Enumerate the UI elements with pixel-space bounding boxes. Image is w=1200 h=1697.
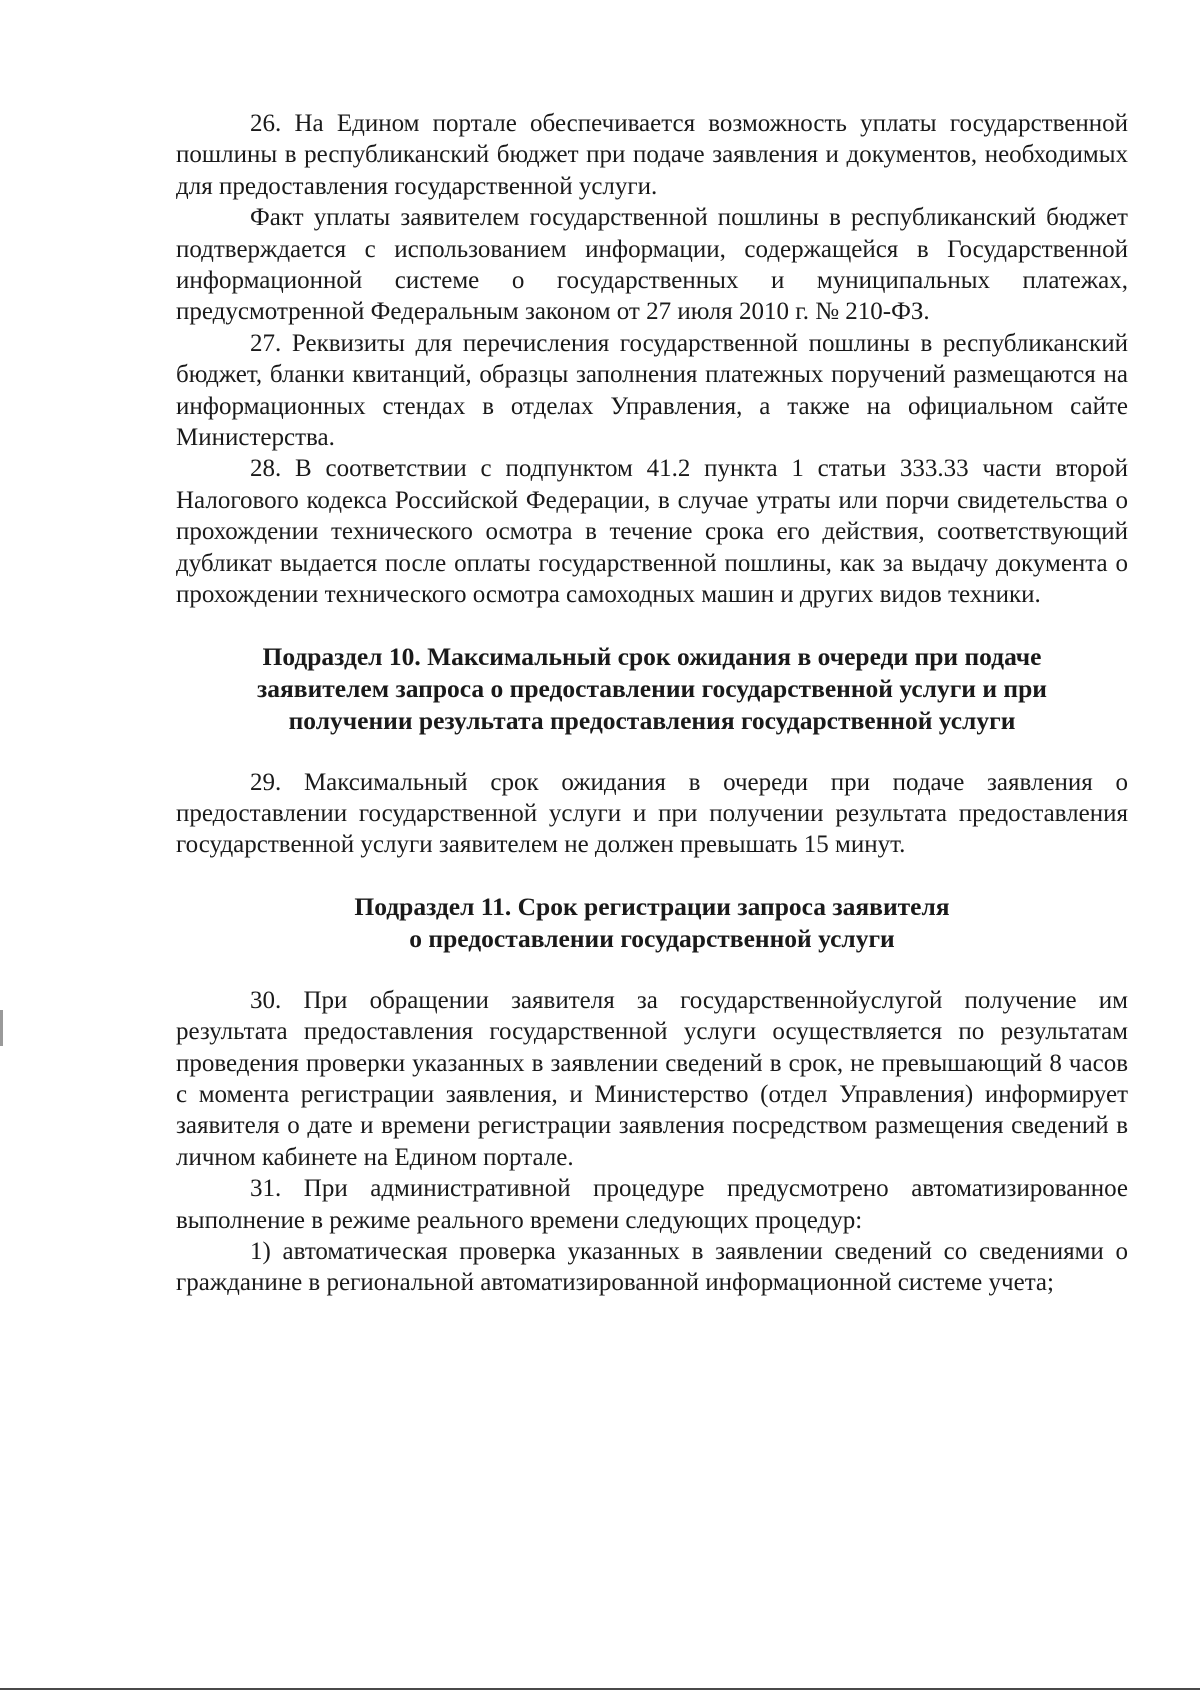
subsection-10-heading: Подраздел 10. Максимальный срок ожидания в очереди при подаче заявителем запроса о предоставлении государственной услуги и при получении результата предоставления государственной услуги [257, 641, 1047, 735]
paragraph-26: 26. На Едином портале обеспечивается возможность уплаты государственной пошлины в республиканский бюджет при подаче заявления и документов, необходимых для предоставления государственной услуги. [176, 110, 1128, 200]
paragraph-27: 27. Реквизиты для перечисления государственной пошлины в республиканский бюджет, бланки квитанций, образцы заполнения платежных поручений размещаются на информационных стендах в отделах Управления, а также на официальном сайте Министерства. [176, 329, 1128, 452]
paragraph-29: 29. Максимальный срок ожидания в очереди при подаче заявления о предоставлении государственной услуги и при получении результата предоставления государственной услуги заявителем не должен превышать 15 минут. [176, 768, 1128, 859]
subsection-11-heading-line2: о предоставлении государственной услуги [409, 923, 895, 953]
scan-edge-mark [0, 1010, 3, 1046]
paragraph-31: 31. При административной процедуре предусмотрено автоматизированное выполнение в режиме реального времени следующих процедур: [176, 1175, 1128, 1234]
scan-bottom-edge-line [0, 1688, 1200, 1690]
paragraph-31-item-1: 1) автоматическая проверка указанных в заявлении сведений со сведениями о гражданине в региональной автоматизированной информационной системе учета; [176, 1237, 1128, 1297]
paragraph-payment-fact: Факт уплаты заявителем государственной пошлины в республиканский бюджет подтверждается с использованием информации, содержащейся в Государственной информационной системе о государственных и муниципальных платежах, предусмотренной Федеральным законом от 27 июля 2010 г. № 210-ФЗ. [176, 204, 1128, 326]
paragraph-30: 30. При обращении заявителя за государственнойуслугой получение им результата предоставления государственной услуги осуществляется по результатам проведения проверки указанных в заявлении сведений в срок, не превышающий 8 часов с момента регистрации заявления, и Министерство (отдел Управления) информирует заявителя о дате и времени регистрации заявления посредством размещения сведений в личном кабинете на Едином портале. [176, 986, 1128, 1171]
paragraph-28: 28. В соответствии с подпунктом 41.2 пункта 1 статьи 333.33 части второй Налогового кодекса Российской Федерации, в случае утраты или порчи свидетельства о прохождении технического осмотра в течение срока его действия, соответствующий дубликат выдается после оплаты государственной пошлины, как за выдачу документа о прохождении технического осмотра самоходных машин и других видов техники. [176, 455, 1128, 609]
document-page [176, 108, 1128, 1299]
subsection-11-heading [176, 891, 1128, 955]
subsection-11-heading-line1: Подраздел 11. Срок регистрации запроса заявителя [354, 891, 950, 921]
